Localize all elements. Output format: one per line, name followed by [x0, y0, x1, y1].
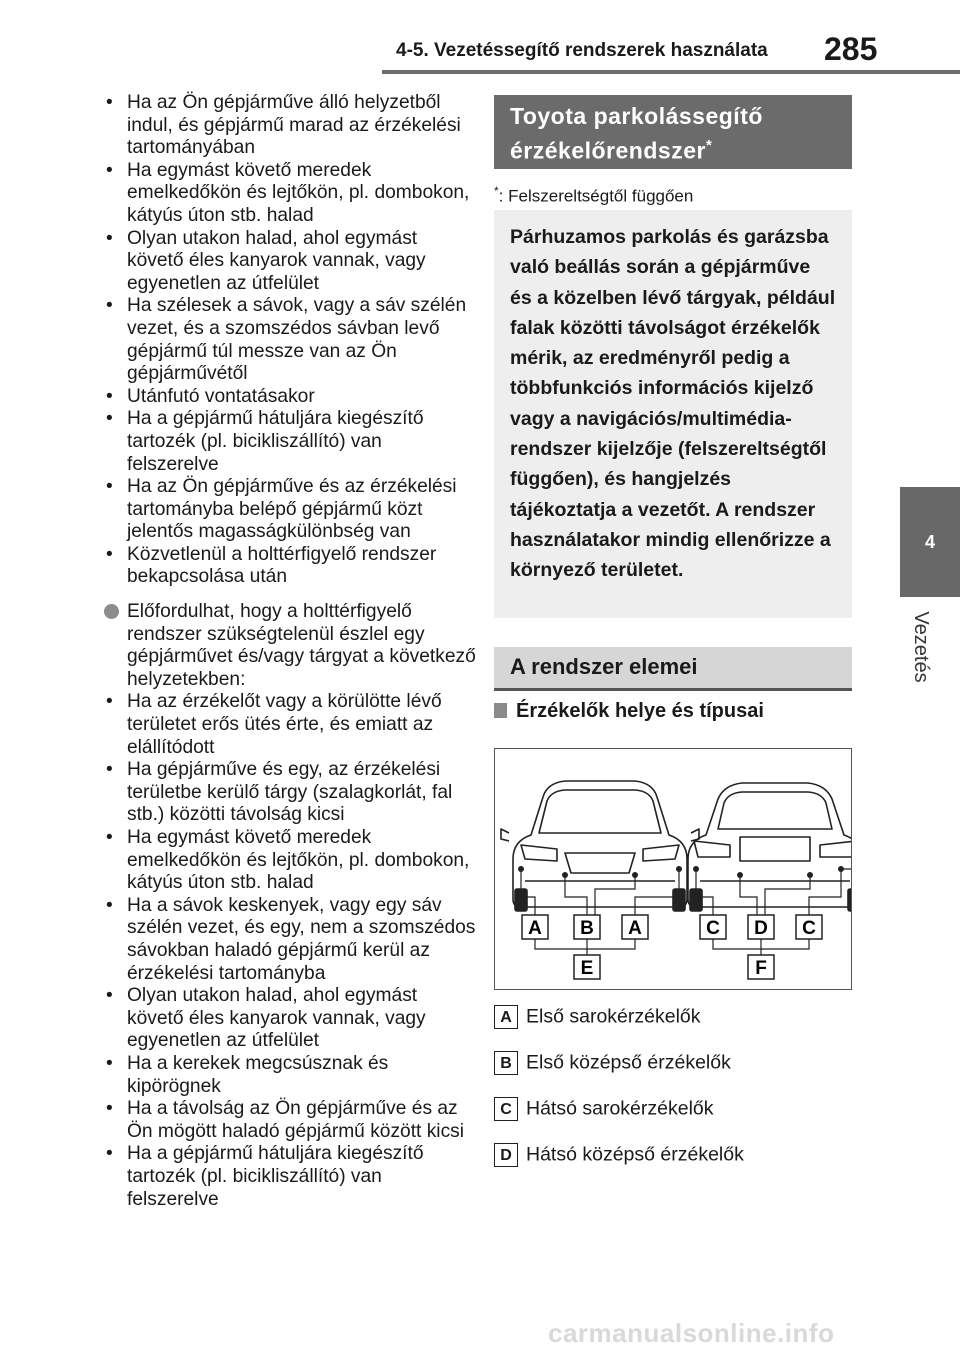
page-number: 285 — [824, 31, 878, 67]
list-item — [106, 92, 478, 160]
bullet-dot-icon: • — [106, 1052, 113, 1074]
svg-text:F: F — [755, 958, 767, 979]
svg-text:E: E — [580, 958, 594, 979]
list-item-text: Ha egymást követő meredek emelkedőkön és lejtőkön, pl. dombokon, kátyús úton stb. halad — [127, 827, 470, 894]
list-item-text: Ha az érzékelőt vagy a körülötte lévő területet erős ütés érte, és emiatt az elállítódott — [127, 691, 442, 758]
bullet-dot-icon: • — [106, 985, 113, 1007]
list-item-text: Ha az Ön gépjárműve álló helyzetből indul, és gépjármű marad az érzékelési tartományában — [127, 92, 461, 159]
list-item-text: Ha szélesek a sávok, vagy a sáv szélén vezet, és a szomszédos sávban levő gépjármű túl messze van az Ön gépjárművétől — [127, 295, 467, 385]
list-item — [106, 386, 478, 409]
bullet-dot-icon: • — [106, 295, 113, 317]
legend-key-d: D — [494, 1143, 518, 1167]
list-item — [106, 895, 478, 985]
section-title-line1: Toyota parkolássegítő — [510, 103, 763, 129]
diagram-label-e — [574, 955, 600, 979]
legend-item-b — [494, 1051, 731, 1075]
bullet-dot-icon: • — [106, 827, 113, 848]
bullet-dot-icon: • — [106, 385, 113, 407]
list-item — [106, 160, 478, 228]
left-column — [106, 92, 478, 1211]
chapter-tab: 4 — [900, 487, 960, 597]
list-item-text: Ha a gépjármű hátuljára kiegészítő tartozék (pl. bicikliszállító) van felszerelve — [127, 408, 424, 475]
bullet-dot-icon: • — [106, 543, 113, 565]
legend-key-b: B — [494, 1051, 518, 1075]
diagram-label-f — [748, 955, 774, 979]
circle-item — [106, 601, 478, 691]
svg-text:D: D — [754, 918, 768, 939]
list-item-text: Ha az Ön gépjárműve és az érzékelési tartományba belépő gépjármű közt jelentős magasságkülönbség van — [127, 476, 457, 543]
svg-text:C: C — [706, 918, 720, 939]
list-item-text: Utánfutó vontatásakor — [127, 385, 315, 407]
elements-header: A rendszer elemei — [494, 647, 852, 691]
car-sensor-illustration — [495, 749, 851, 989]
diagram-label-c-left — [700, 915, 726, 939]
list-item-text: Olyan utakon halad, ahol egymást követő éles kanyarok vannak, vagy egyenetlen az útfelület — [127, 227, 426, 294]
list-item — [106, 408, 478, 476]
diagram-label-b — [574, 915, 600, 939]
section-title-line2: érzékelőrendszer — [510, 137, 706, 164]
footnote-text: : Felszereltségtől függően — [498, 186, 694, 206]
bullet-dot-icon: • — [106, 159, 113, 181]
watermark: carmanualsonline.info — [548, 1318, 835, 1348]
circle-bullet-icon — [104, 604, 119, 619]
bullet-list-1 — [106, 92, 478, 589]
list-item-text: Ha a sávok keskenyek, vagy egy sáv szélén vezet, és egy, nem a szomszédos sávokban haladó gépjármű kerül az érzékelési tartományba — [127, 894, 476, 984]
summary-box: Párhuzamos parkolás és garázsba való beállás során a gépjárműve és a közelben lévő tárgyak, például falak közötti távolságot érzékelők mérik, az eredményről pedig a többfunkciós információs kijelző vagy a navigációs/multimédia-rendszer kijelzője (felszereltségtől függően), és hangjelzés tájékoztatja a vezetőt. A rendszer használatakor mindig ellenőrizze a környező területet. — [494, 210, 852, 618]
circle-item-text: Előfordulhat, hogy a holttérfigyelő rendszer szükségtelenül észlel egy gépjárművet és/vagy tárgyat a következő helyzetekben: — [127, 601, 476, 690]
bullet-dot-icon: • — [106, 759, 113, 781]
bullet-list-2 — [106, 691, 478, 1211]
legend-text-a: Első sarokérzékelők — [526, 1005, 701, 1028]
list-item — [106, 228, 478, 296]
legend-item-a — [494, 1005, 701, 1029]
list-item — [106, 544, 478, 589]
list-item — [106, 691, 478, 759]
list-item — [106, 1143, 478, 1211]
subheading — [494, 700, 764, 723]
bullet-dot-icon: • — [106, 691, 113, 713]
diagram-label-a-right — [622, 915, 648, 939]
list-item-text: Ha gépjárműve és egy, az érzékelési területbe kerülő tárgy (szalagkorlát, fal stb.) közötti távolság kicsi — [127, 759, 453, 826]
list-item — [106, 1053, 478, 1098]
list-item — [106, 1098, 478, 1143]
svg-text:A: A — [528, 918, 542, 939]
footnote-mark: * — [494, 184, 499, 198]
legend-key-c: C — [494, 1097, 518, 1121]
list-item — [106, 295, 478, 385]
footnote — [494, 184, 693, 207]
bullet-dot-icon: • — [106, 408, 113, 430]
legend-item-c — [494, 1097, 714, 1121]
legend-key-a: A — [494, 1005, 518, 1029]
list-item — [106, 759, 478, 827]
legend-text-c: Hátsó sarokérzékelők — [526, 1097, 714, 1120]
svg-text:B: B — [580, 918, 594, 939]
svg-text:C: C — [802, 918, 816, 939]
legend-text-d: Hátsó középső érzékelők — [526, 1143, 744, 1166]
list-item-text: Közvetlenül a holttérfigyelő rendszer bekapcsolása után — [127, 543, 437, 588]
rear-car-icon — [688, 783, 851, 911]
diagram-label-a-left — [522, 915, 548, 939]
bullet-dot-icon: • — [106, 227, 113, 249]
square-bullet-icon — [494, 703, 507, 718]
list-item — [106, 985, 478, 1053]
subheading-text: Érzékelők helye és típusai — [516, 700, 764, 722]
list-item — [106, 476, 478, 544]
section-title-box — [494, 95, 852, 169]
bullet-dot-icon: • — [106, 92, 113, 113]
diagram-label-c-right — [796, 915, 822, 939]
list-item — [106, 827, 478, 895]
chapter-label: Vezetés — [910, 611, 932, 683]
bullet-dot-icon: • — [106, 476, 113, 498]
list-item-text: Ha a gépjármű hátuljára kiegészítő tartozék (pl. bicikliszállító) van felszerelve — [127, 1143, 424, 1210]
list-item-text: Olyan utakon halad, ahol egymást követő éles kanyarok vannak, vagy egyenetlen az útfelület — [127, 985, 426, 1052]
header-rule — [382, 70, 960, 74]
svg-text:A: A — [628, 918, 642, 939]
bullet-dot-icon: • — [106, 894, 113, 916]
legend-text-b: Első középső érzékelők — [526, 1051, 731, 1074]
list-item-text: Ha a kerekek megcsúsznak és kipörögnek — [127, 1052, 389, 1097]
list-item-text: Ha a távolság az Ön gépjárműve és az Ön mögött haladó gépjármű között kicsi — [127, 1098, 465, 1142]
diagram-label-d — [748, 915, 774, 939]
legend-item-d — [494, 1143, 744, 1167]
section-title-mark: * — [705, 137, 713, 154]
sensor-diagram — [494, 748, 852, 990]
front-car-icon — [501, 781, 699, 911]
running-header-title: 4-5. Vezetéssegítő rendszerek használata — [396, 40, 768, 61]
list-item-text: Ha egymást követő meredek emelkedőkön és lejtőkön, pl. dombokon, kátyús úton stb. halad — [127, 159, 470, 226]
bullet-dot-icon: • — [106, 1143, 113, 1165]
bullet-dot-icon: • — [106, 1098, 113, 1120]
